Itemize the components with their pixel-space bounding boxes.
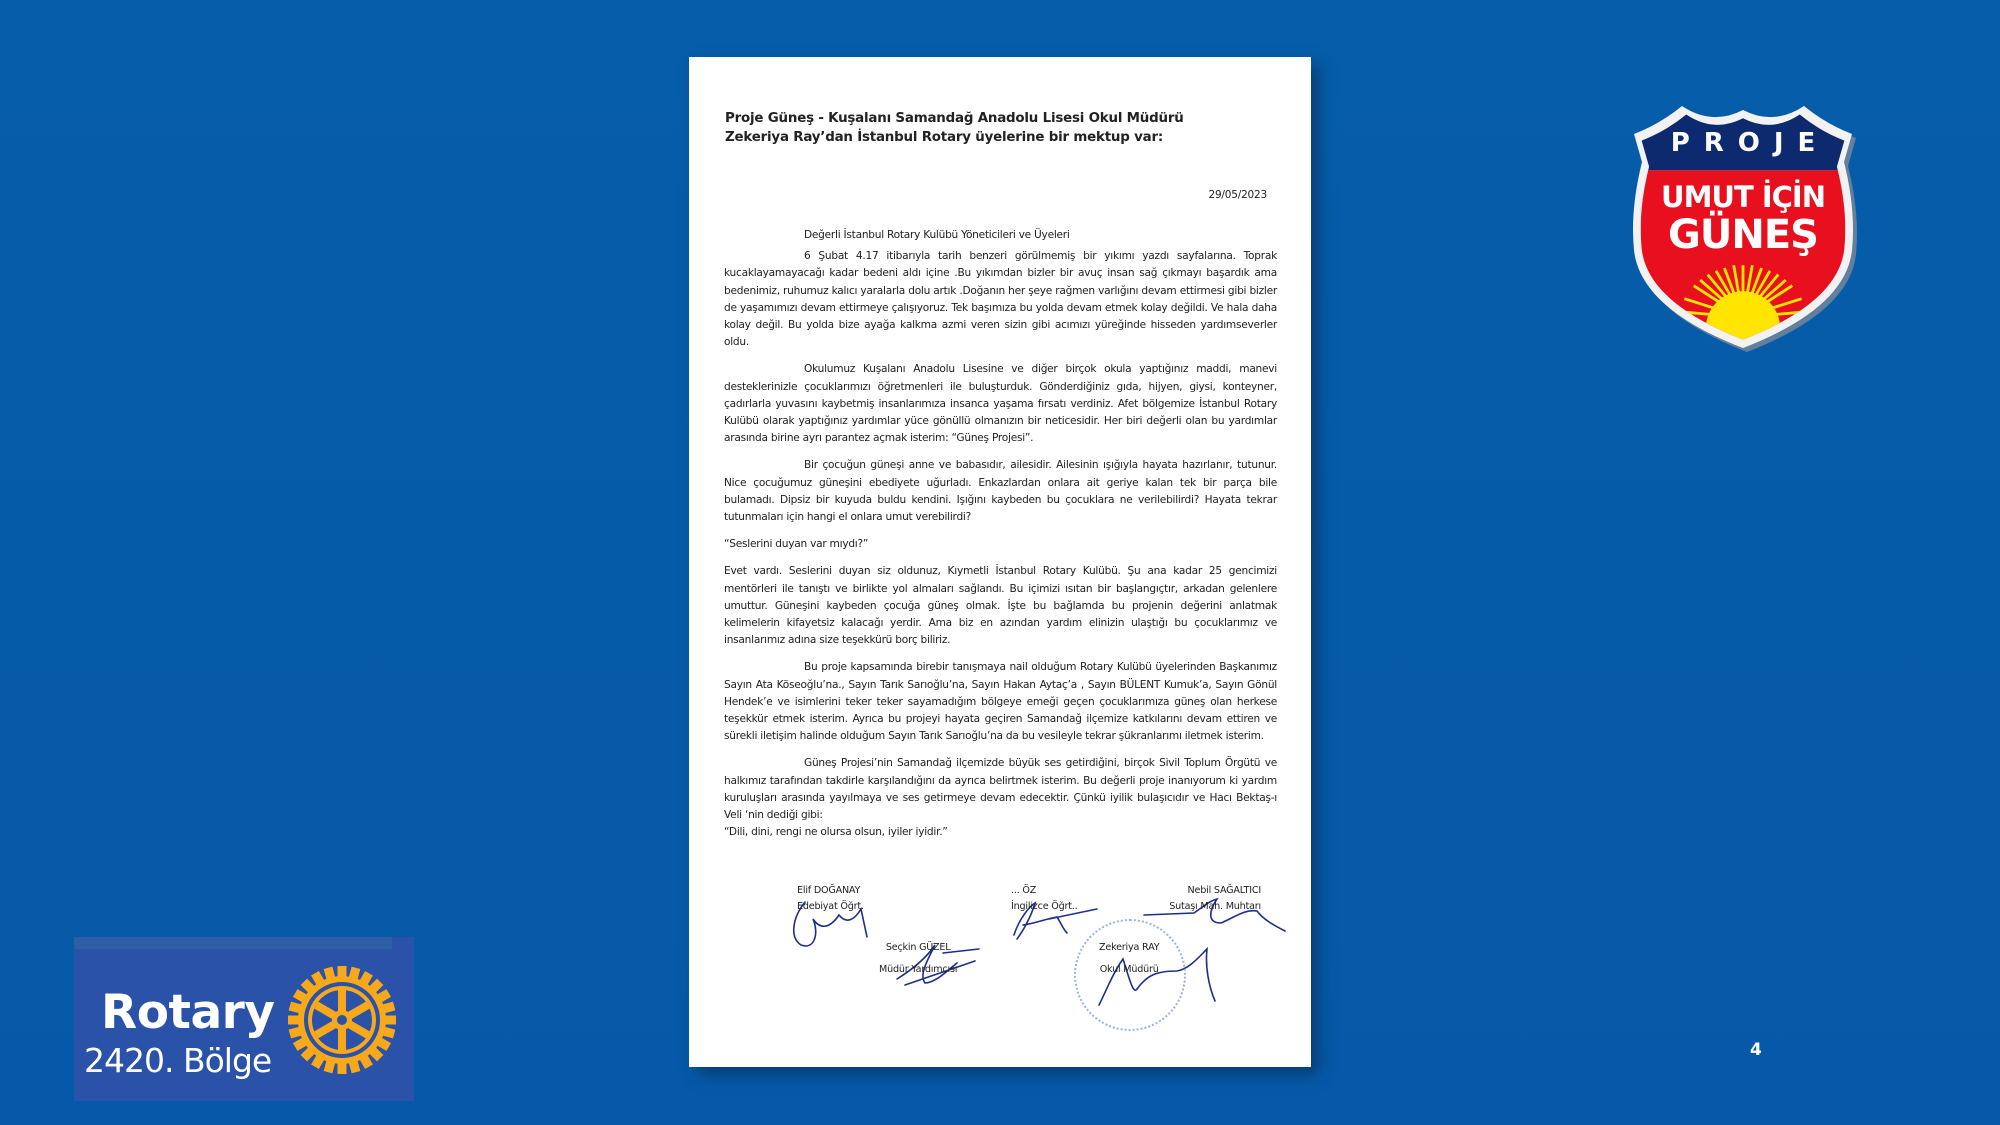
paragraph: Okulumuz Kuşalanı Anadolu Lisesine ve diğer birçok okula yaptığınız maddi, manevi desteklerinizle çocuklarımızı öğretmenleri ile buluşturduk. Gönderdiğiniz gıda, hijyen, giysi, konteyner, çadırlarla yuvasını kaybetmiş insanlarımıza insanca yaşama fırsatı verdiniz. Afet bölgemize İstanbul Rotary Kulübü olarak yaptığınız yardımlar yüce gönüllü olmanızın bir neticesidir. Her biri değerli olan bu yardımlar arasında birine ayrı parantez açmak isterim: “Güneş Projesi”. [724,363,1277,445]
proje-gunes-badge-logo [1620,100,1866,354]
letter-title-line-2: Zekeriya Ray’dan İstanbul Rotary üyelerine bir mektup var: [725,130,1164,145]
signatory-role: Okul Müdürü [1099,964,1159,975]
paragraph: Evet vardı. Seslerini duyan siz oldunuz, Kıymetli İstanbul Rotary Kulübü. Şu ana kadar 25 gencimizi mentörleri ile tanıştı ve birlikte yol almaları sağlandı. Bu içimizi ısıtan bir başlangıçtır, arkadan gelenlere umuttur. Güneşini kaybeden çocuğa güneş olmak. İşte bu bağlamda bu projenin değerini anlatmak kelimelerin kifayetsiz kalacağı yerdir. Ama biz en azından yardım elinizin ulaştığı bu çocuklarımız ve insanlarımız adına size teşekkürü borç biliriz. [724,565,1277,647]
rotary-top-band [74,937,392,949]
letter-date: 29/05/2023 [1208,189,1267,201]
badge-line-1: UMUT İÇİN [1661,180,1825,214]
paragraph: Bir çocuğun güneşi anne ve babasıdır, ailesidir. Ailesinin ışığıyla hayata hazırlanır, tutunur. Nice çocuğumuz güneşini ebediyete uğurladı. Enkazlardan onlara ait geriye kalan tek bir parça bile bulamadı. Dipsiz bir kuyuda buldu kendini. Işığını kaybeden bu çocuklara ne verilebilirdi? Hayata tekrar tutunmaları için hangi el onlara umut verebilirdi? [724,459,1277,524]
signatory-name: Zekeriya RAY [1099,942,1160,953]
signatory [1099,940,1159,978]
rotary-wheel-icon [286,964,398,1076]
paragraph: 6 Şubat 4.17 itibarıyla tarih benzeri görülmemiş bir yıkımı yazdı sayfalarına. Toprak kucaklayamayacağı kadar bedeni aldı içine .Bu yıkımdan bizler bir avuç insan sağ çıkmayı başardık ama bedenimiz, ruhumuz kalıcı yaralarla dolu artık .Doğanın her şeye rağmen varlığını devam ettirmesi gibi bizler de yaşamımızı devam ettirmeye çalışıyoruz. Tek başımıza bu yolda devam etmek kolay değildi. Ve hala daha kolay değil. Bu yolda bize ayağa kalkma azmi veren sizin gibi acımızı yüreğinde hisseden yardımseverler oldu. [724,250,1277,349]
signatory-role: Müdür Yardımcısı [879,964,958,975]
signatory-name: ... ÖZ [1011,885,1037,896]
badge-line-2: GÜNEŞ [1668,212,1818,258]
signatory [879,940,957,978]
paragraph: Bu proje kapsamında birebir tanışmaya nail olduğum Rotary Kulübü üyelerinden Başkanımız Sayın Ata Köseoğlu’na., Sayın Tarık Sarıoğlu’na, Sayın Hakan Aytaç’a , Sayın BÜLENT Kumuk’a, Sayın Gönül Hendek’e ve isimlerini teker teker sayamadığım bölgeye emeği geçen çocuklarımıza güneş olan herkese teşekkür etmek isterim. Ayrıca bu projeyi hayata geçiren Samandağ ilçemize katkılarını devam ettiren ve sürekli iletişim halinde olduğum Sayın Tarık Sarıoğlu’na da bu vesileyle tekrar şükranlarımı iletmek isterim. [724,661,1277,743]
signatory-role: Sutaşı Mah. Muhtarı [1169,901,1261,912]
signatory [797,883,864,915]
signatory [1011,883,1078,915]
signatory-role: Edebiyat Öğrt. [797,901,864,912]
letter-body [724,227,1277,842]
signatory [1169,883,1261,915]
slide-number: 4 [1750,1040,1762,1060]
letter-document [689,57,1311,1067]
closing-quote: “Dili, dini, rengi ne olursa olsun, iyiler iyidir.” [724,826,948,839]
salutation: Değerli İstanbul Rotary Kulübü Yöneticileri ve Üyeleri [804,229,1070,241]
rotary-district-logo [74,937,414,1101]
paragraph-question: “Seslerini duyan var mıydı?” [724,538,869,551]
signatory-name: Elif DOĞANAY [797,885,861,896]
letter-title-line-1: Proje Güneş - Kuşalanı Samandağ Anadolu Lisesi Okul Müdürü [725,111,1184,126]
letter-title [725,109,1285,147]
signatory-name: Seçkin GÜZEL [885,942,951,953]
paragraph: Güneş Projesi’nin Samandağ ilçemizde büyük ses getirdiğini, birçok Sivil Toplum Örgütü ve halkımız tarafından takdirle karşılandığını da ayrıca belirtmek isterim. Bu değerli proje inanıyorum ki yardım kuruluşları arasında yayılmaya ve ses getirmeye devam edecektir. Çünkü iyilik bulaşıcıdır ve Hacı Bektaş-ı Veli ‘nin dediği gibi: [724,757,1277,822]
rotary-wordmark: Rotary [101,985,275,1040]
badge-top-text: PROJE [1670,128,1830,158]
signatory-name: Nebil SAĞALTICI [1187,885,1261,896]
rotary-district: 2420. Bölge [84,1041,272,1080]
signatory-role: İngilizce Öğrt.. [1011,901,1078,912]
